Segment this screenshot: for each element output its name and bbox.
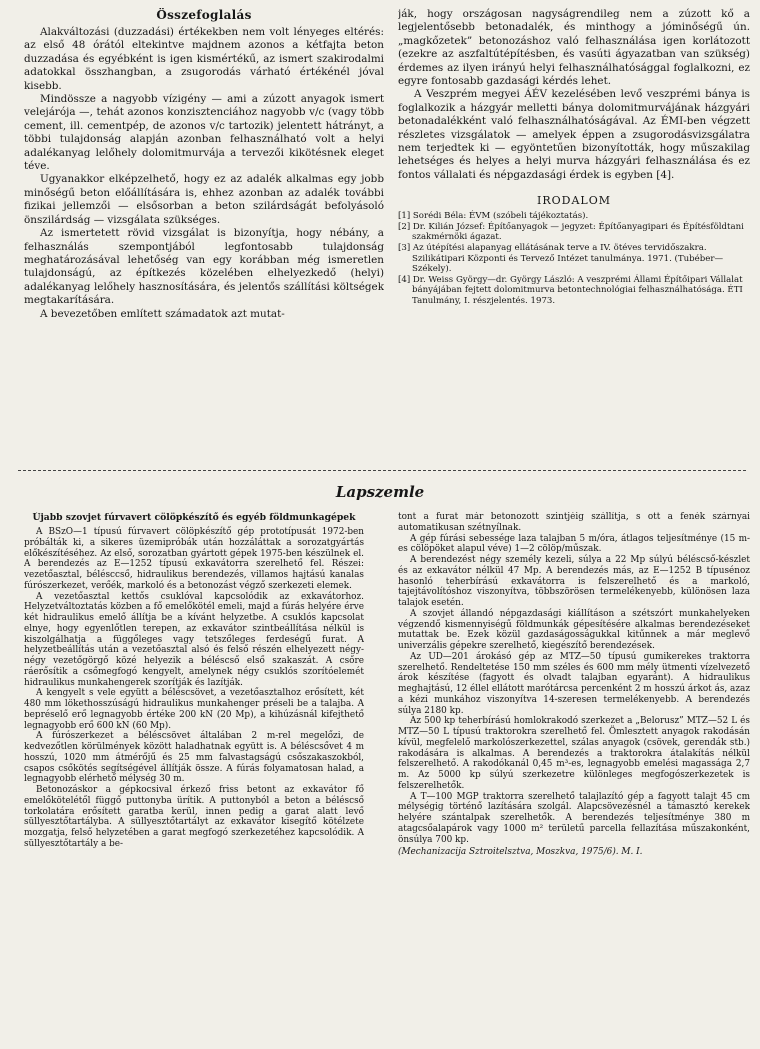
summary-paragraph: A bevezetőben említett számadatok azt mutat- <box>40 307 285 320</box>
article-paragraph: A szovjet állandó népgazdasági kiállításon a szétszórt munkahelyeken végzendő kismennyiségű földmunkák gépesítésére alkalmas berendezéseket mutattak be. Ezek közül gazdaságosságukkal kitűnnek a már meglevő univerzális gépekre szerelhető, kiegészítő berendezések. <box>398 608 750 651</box>
review-right-column <box>398 512 750 1042</box>
article-paragraph: Az UD—201 árokásó gép az MTZ—50 típusú gumikerekes traktorra szerelhető. Rendeltetése 150 mm széles és 600 mm mély ütmenti vízelvezető árok készítése (fagyott és olvadt talajban egyaránt). A hidraulikus meghajtású, 12 éllel ellátott marótárcsa percenként 2 m hosszú árkot ás, azaz a kézi munkához viszonyítva 14-szeresen termelékenyebb. A berendezés súlya 2180 kp. <box>398 651 750 716</box>
summary-paragraph: Ugyanakkor elképzelhető, hogy ez az adalék alkalmas egy jobb minőségű beton előállítására is, ehhez azonban az adalék további fizikai jellemzői — elsősorban a beton szilárdságát befolyásoló önszilárdság — vizsgálata szükséges. <box>24 173 384 226</box>
summary-paragraph: A Veszprém megyei ÁÉV kezelésében levő veszprémi bánya is foglalkozik a házgyár melletti bánya dolomitmurvájának házgyári betonadalékként való felhasználhatóságával. Az ÉMI-ben végzett részletes vizsgálatok — amelyek éppen a zsugorodásvizsgálatra nem terjedtek ki — egyöntetűen bizonyították, hogy műszakilag lehetséges és helyes a helyi murva házgyári felhasználása és ez fontos vállalati és népgazdasági érdek is egyben [4]. <box>398 88 750 181</box>
reference-item: [1] Sorédi Béla: ÉVM (szóbeli tájékoztatás). <box>398 211 589 222</box>
summary-paragraph: Az ismertetett rövid vizsgálat is bizonyítja, hogy nébány, a felhasználás szempontjából legfontosabb tulajdonság meghatározásával lehetőség van egy korábban még ismeretlen tulajdonságú, az építkezés közelében elhelyezkedő (helyi) adalékanyag lelőhely hasznosítására, és jelentős szállítási költségek megtakarítására. <box>24 227 384 307</box>
article-title: Újabb szovjet fúrvavert cölöpkészítő és egyéb földmunkagépek <box>32 512 356 523</box>
article-paragraph: A T—100 MGP traktorra szerelhető talajlazító gép a fagyott talajt 45 cm mélységig történő lazítására szolgál. Alapcsövezésnél a támasztó kerekek helyére szántalpak szerelhetők. A berendezés teljesítménye 380 m atagcsőalapárok vagy 1000 m² területű parcella fellazítása műszakonként, önsúlya 700 kp. <box>398 791 750 845</box>
article-paragraph-continued: tont a furat már betonozott szintjéig szállítja, s ott a fenék szárnyai automatikusan szétnyílnak. <box>398 512 750 533</box>
summary-right-column <box>398 8 750 468</box>
references-title: IRODALOM <box>537 194 611 208</box>
section-divider <box>18 470 746 471</box>
article-paragraph: A BSzO—1 típusú fúrvavert cölöpkészítő gép prototípusát 1972-ben próbálták ki, a sikeres üzemipróbák után hozzáláttak a sorozatgyártás előkészítéséhez. Az első, sorozatban gyártott gépek 1975-ben készülnek el. A berendezés az E—1252 típusú exkavátorra szerelhető fel. Részei: vezetőasztal, bélésccső, hidraulikus berendezés, villamos hajtású kanalas fúrószerkezet, verőék, markoló és a betonozást végző szerkezeti elemek. <box>24 527 364 591</box>
summary-title: Összefoglalás <box>156 8 252 22</box>
review-heading: Lapszemle <box>335 483 425 501</box>
summary-left-column <box>24 8 384 468</box>
article-paragraph: A berendezést négy személy kezeli, súlya a 22 Mp súlyú béléscső-készlet és az exkavátor nélkül 47 Mp. A berendezés más, az E—1252 B típusénoz hasonló teherbírású exkavátorra is felszerelhető és a markoló, tajejtávolítóshoz viszonyítva, többszörösen termelékenyebb, különösen laza talajok esetén. <box>398 555 750 608</box>
review-left-column <box>24 512 364 1042</box>
article-paragraph: A kengyelt s vele együtt a béléscsövet, a vezetőasztalhoz erősített, két 480 mm lökethosszúságú hidraulikus munkahenger préseli be a talajba. A bepréselő erő legnagyobb értéke 200 kN (20 Mp), a kihúzásnál kifejthető legnagyobb erő 600 kN (60 Mp). <box>24 688 364 731</box>
reference-item: [2] Dr. Kilián József: Építőanyagok — jegyzet: Építőanyagipari és Építésföldtani szakmérnöki ágazat. <box>398 221 744 243</box>
reference-item: [3] Az útépítési alapanyag ellátásának terve a IV. ötéves tervidőszakra. Szilikátipari Központi és Tervező Intézet tanulmánya. 1971. (Tubéber—Székely). <box>398 243 724 275</box>
article-source: (Mechanizacija Sztroitelsztva, Moszkva, 1975/6). M. I. <box>398 847 643 858</box>
summary-paragraph: Mindössze a nagyobb vízigény — ami a zúzott anyagok ismert velejárója —, tehát azonos konzisztenciához nagyobb v/c (vagy több cement, ill. cementpép, de azonos v/c tartozik) jelentett hátrányt, a többi tulajdonság alapján azonban felhasználható volt a helyi adalékanyag lelőhely dolomitmurvája a tervezői kikötésnek eleget téve. <box>24 93 384 173</box>
article-paragraph: A gép fúrási sebessége laza talajban 5 m/óra, átlagos teljesítménye (15 m-es cölöpöket alapul véve) 1—2 cölöp/műszak. <box>398 533 750 555</box>
summary-paragraph: Alakváltozási (duzzadási) értékekben nem volt lényeges eltérés: az első 48 órától eltekintve majdnem azonos a kétfajta beton duzzadása és egyébként is igen kismértékű, az ismert szakirodalmi adatokkal összhangban, a zsugorodás várható értékénél jóval kisebb. <box>24 26 384 92</box>
article-paragraph: Betonozáskor a gépkocsival érkező friss betont az exkavátor fő emelőkötelétől függő puttonyba ürítik. A puttonyból a beton a béléscső torkolatára erősített garatba kerül, innen pedig a garat alatt levő süllyesztőtartályba. A süllyesztőtartályt az exkavátor kisegítő kötélzete mozgatja, felső helyzetében a garat megfogó szerkezetéhez kapcsolódik. A süllyesztőtartály a be- <box>24 785 364 849</box>
summary-paragraph-continued: ják, hogy országosan nagyságrendileg nem a zúzott kő a legjelentősebb betonadalék, és minthogy a jóminőségű ún. „magkőzetek” betonozáshoz való felhasználása igen korlátozott (ezekre az aszfaltútépítésben, és vasúti ágyazatban van szükség) érdemes az ilyen irányú helyi felhasználhatósággal foglalkozni, ez egyre fontosabb gazdasági kérdés lehet. <box>398 8 750 88</box>
reference-item: [4] Dr. Weiss György—dr. György László: A veszprémi Állami Építőipari Vállalat bányájában fejtett dolomitmurva betontechnológiai felhasználhatósága. ÉTI Tanulmány, I. részjelentés. 1973. <box>398 274 743 307</box>
article-paragraph: A fúrószerkezet a béléscsövet általában 2 m-rel megelőzi, de kedvezőtlen körülmények között haladhatnak együtt is. A béléscsővet 4 m hosszú, 1020 mm átmérőjű és 25 mm falvastagságú csőszakaszokból, csapos csőkötés segítségével állítják össze. A fúrás folyamatosan halad, a legnagyobb elérhető mélység 30 m. <box>24 731 364 785</box>
article-paragraph: A vezetőasztal kettős csuklóval kapcsolódik az exkavátorhoz. Helyzetváltoztatás közben a fő emelőkötél emeli, majd a fúrás helyére érve két hidraulikus emelő állítja be a kívánt helyzetbe. A csuklós kapcsolat elnye, hogy egyenlőtlen terepen, az exkavátor szintbeállítása nélkül is kiszolgálhatja a függőleges vagy tetszőleges ferdeségű furat. A helyzetbeállítás után a vezetőasztal alsó és felső részén elhelyezett négy-négy vezetőgörgő közé helyezik a béléscső első szakaszát. A csőre ráerősítik a csőmegfogó kengyelt, amelynek négy csuklós szorítóelemét hidraulikus munkahengerek szorítják és lazítják. <box>24 591 364 688</box>
article-paragraph: Az 500 kp teherbírású homlokrakodó szerkezet a „Belorusz” MTZ—52 L és MTZ—50 L típusú traktorokra szerelhető fel. Ömlesztett anyagok rakodásán kívül, megfelelő markolószerkezettel, szálas anyagok (csövek, gerendák stb.) rakodására is alkalmas. A berendezés a traktorokra átalakítás nélkül felszerelhető. A rakodókanál 0,45 m³-es, legnagyobb emelési magassága 2,7 m. Az 5000 kp súlyú szerkezetre különleges megfogószerkezetek is felszerelhetők. <box>398 716 750 791</box>
